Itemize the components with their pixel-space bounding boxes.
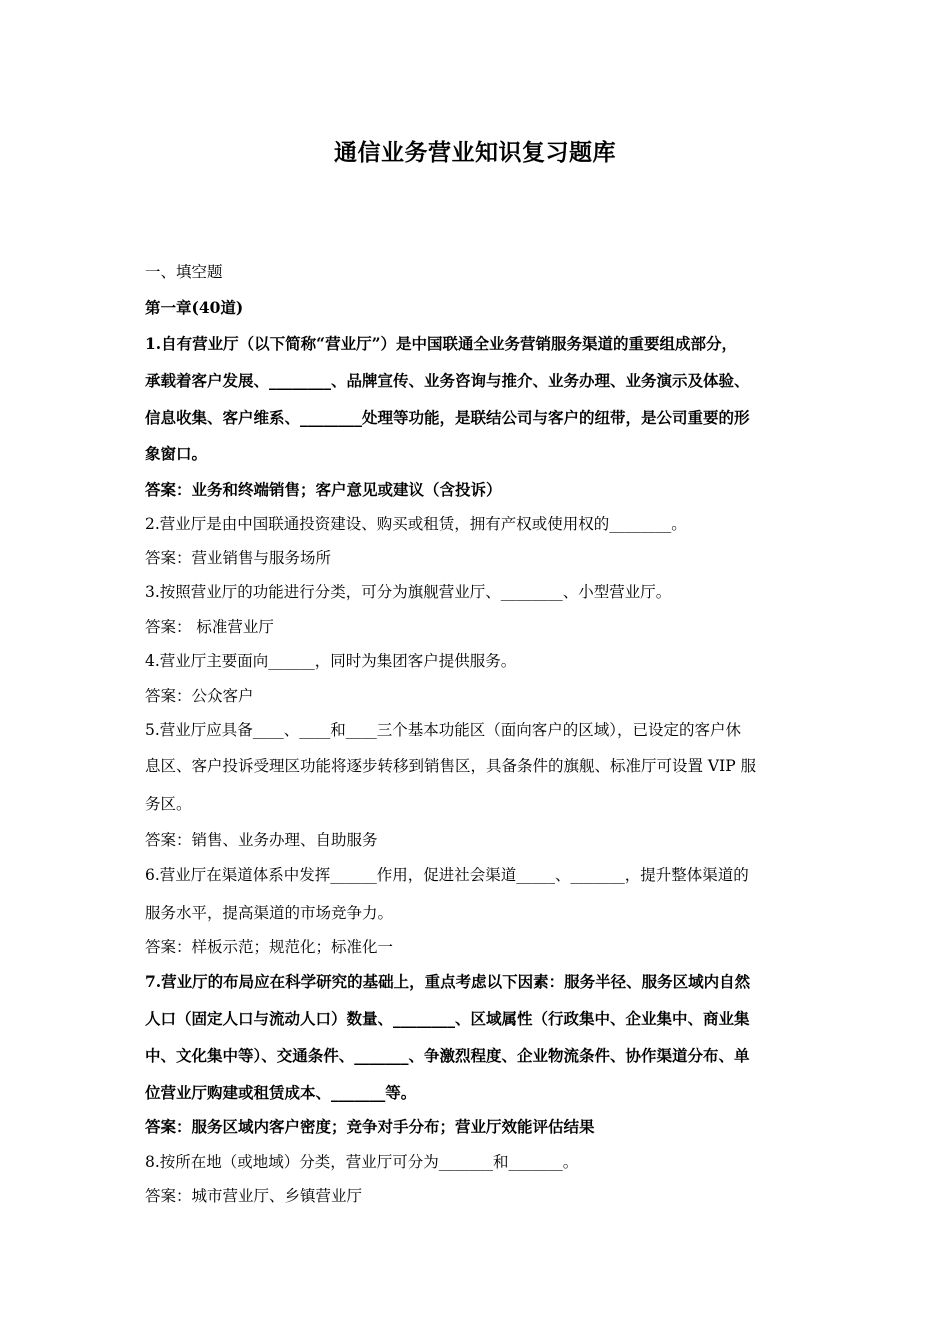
text-line: 5.营业厅应具备____、____和____三个基本功能区（面向客户的区域），已设定的客户休 [145, 721, 742, 739]
text-line: 第一章(40道) [145, 298, 244, 317]
text-line: 信息收集、客户维系、________处理等功能，是联结公司与客户的纽带，是公司重要的形 [145, 408, 750, 427]
text-line: 答案：服务区域内客户密度；竞争对手分布；营业厅效能评估结果 [145, 1117, 595, 1136]
text-line: 务区。 [145, 795, 192, 813]
text-line: 答案：业务和终端销售；客户意见或建议（含投诉） [145, 480, 502, 499]
text-line: 1.自有营业厅（以下简称“营业厅”）是中国联通全业务营销服务渠道的重要组成部分， [145, 334, 738, 353]
text-line: 2.营业厅是由中国联通投资建设、购买或租赁，拥有产权或使用权的________。 [145, 515, 687, 533]
text-line: 答案：城市营业厅、乡镇营业厅 [145, 1187, 363, 1205]
text-line: 8.按所在地（或地域）分类，营业厅可分为_______和_______。 [145, 1153, 579, 1171]
text-line: 服务水平，提高渠道的市场竞争力。 [145, 904, 394, 922]
text-line: 承载着客户发展、________、品牌宣传、业务咨询与推介、业务办理、业务演示及体验、 [145, 371, 750, 390]
text-line: 中、文化集中等）、交通条件、_______、争激烈程度、企业物流条件、协作渠道分布、单 [145, 1046, 750, 1065]
text-line: 象窗口。 [145, 444, 208, 463]
text-line: 一、填空题 [145, 263, 223, 281]
text-line: 3.按照营业厅的功能进行分类，可分为旗舰营业厅、________、小型营业厅。 [145, 583, 672, 601]
text-line: 6.营业厅在渠道体系中发挥______作用，促进社会渠道_____、_______，提升整体渠道的 [145, 866, 749, 884]
text-line: 7.营业厅的布局应在科学研究的基础上，重点考虑以下因素：服务半径、服务区域内自然 [145, 972, 751, 991]
text-line: 息区、客户投诉受理区功能将逐步转移到销售区，具备条件的旗舰、标准厅可设置 VIP 服 [145, 757, 757, 775]
text-line: 答案：营业销售与服务场所 [145, 549, 332, 567]
text-line: 答案： 标准营业厅 [145, 618, 274, 636]
text-line: 人口（固定人口与流动人口）数量、________、区域属性（行政集中、企业集中、商业集 [145, 1009, 750, 1028]
document-title: 通信业务营业知识复习题库 [334, 140, 616, 166]
text-line: 答案：公众客户 [145, 687, 254, 705]
text-line: 答案：样板示范；规范化；标准化一 [145, 938, 394, 956]
text-line: 位营业厅购建或租赁成本、_______等。 [145, 1083, 417, 1102]
text-line: 答案：销售、业务办理、自助服务 [145, 831, 378, 849]
text-line: 4.营业厅主要面向______，同时为集团客户提供服务。 [145, 652, 517, 670]
